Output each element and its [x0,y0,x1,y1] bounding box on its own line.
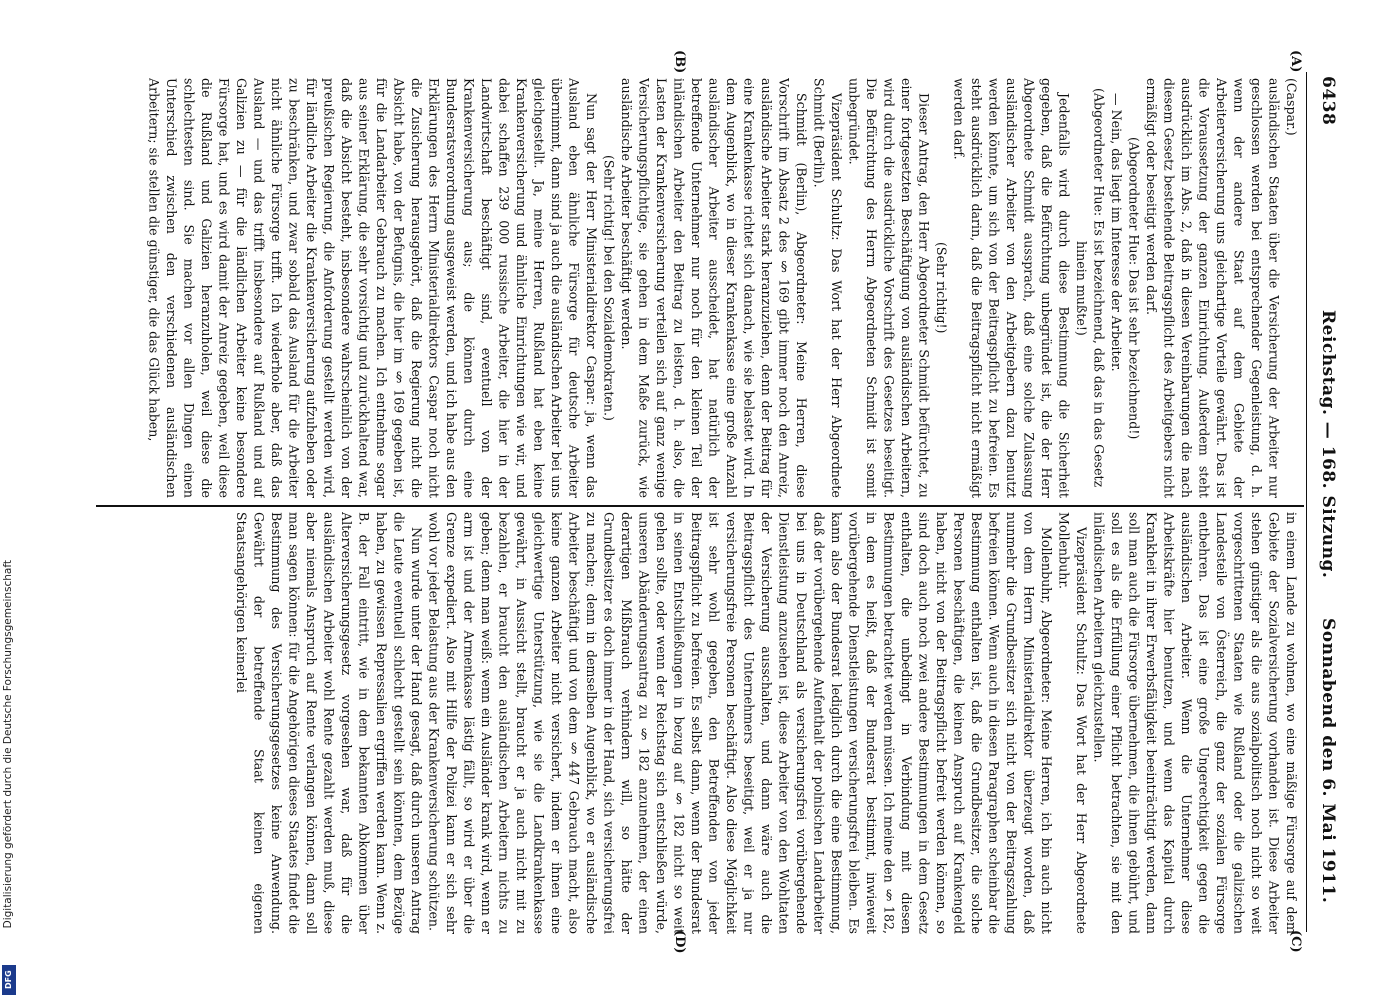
margin-marker-c: (C) [1288,930,1303,953]
margin-marker-d: (D) [672,930,687,954]
interjection: (Abgeordneter Hue: Es ist bezeichnend, daß das in das Gesetz hinein mußte!) [1074,88,1107,488]
speaker-tag: (Caspar.) [1284,78,1299,136]
paragraph: ausländischen Staaten über die Versicherung der Arbeiter nur geschlossen werden bei entsprechender Gegenleistung, d. h. wenn der andere Staat auf dem Gebiete der Arbeiterversicherung uns gleichartige Vorteile gewährt. Das ist die Voraussetzung der ganzen Einrichtung. Außerdem steht ausdrücklich im Abs. 2, daß in diesen Vereinbarungen die nach diesem Gesetz bestehende Beitragspflicht des Arbeitgebers nicht ermäßigt oder beseitigt werden darf. [1144,78,1282,498]
paragraph: in einem Lande zu wohnen, wo eine mäßige Fürsorge auf dem Gebiete der Sozialversicherung vorhanden ist. Diese Arbeiter stehen günstiger als die aus sozialpolitisch noch nicht so weit vorgeschrittenen Staaten wie Rußland oder die galizischen Landesteile von Österreich, die ganz der sozialen Fürsorge entbehren. Das ist eine große Ungerechtigkeit gegen die ausländischen Arbeiter. Wenn die Unternehmer diese Arbeitskräfte hier benutzen, und wenn das Kapital durch Krankheit in ihrer Erwerbsfähigkeit beeinträchtigt werden, dann soll man auch die Fürsorge übernehmen, die ihnen gebührt, und soll es als die Erfüllung einer Pflicht betrachten, sie mit den inländischen Arbeitern gleichzustellen. [1091,512,1299,934]
header-rule [1306,72,1307,932]
speaker-paragraph: Schmidt (Berlin), Abgeordneter: Meine Herren, diese Vorschrift im Absatz 2 des § 169 gibt immer noch den Anreiz, ausländische Arbeiter stark heranzuziehen, denn der Beitrag für eine Krankenkasse richtet sich danach, wie sie belastet wird. In dem Augenblick, wo in dieser Krankenkasse eine große Anzahl ausländischer Arbeiter ausscheidet, hat natürlich der betreffende Unternehmer nur noch für den kleinen Teil der inländischen Arbeiter den Beitrag zu leisten, d. h. also, die Lasten der Krankenversicherung verteilen sich auf ganz wenige Versicherungspflichtige, sie gehen in dem Maße zurück, wie ausländische Arbeiter beschäftigt werden. [619,78,809,498]
text-column-right [92,512,1300,934]
margin-marker-a: (A) [1288,50,1303,73]
column-divider [96,505,1304,507]
page-header-title: Reichstag. — 168. Sitzung. [1318,310,1338,579]
page-number: 6438 [1318,76,1338,126]
interjection: (Sehr richtig! bei den Sozialdemokraten.) [601,155,617,421]
margin-marker-b: (B) [672,50,687,74]
page-header-date: Sonnabend den 6. Mai 1911. [1318,618,1338,904]
interjection: (Sehr richtig!) [934,242,949,334]
paragraph: Jedenfalls wird durch diese Bestimmung die Sicherheit gegeben, daß die Befürchtung unbegründet ist, die der Herr Abgeordnete Schmidt aussprach, daß eine solche Zulassung ausländischer Arbeiter von den Arbeitgebern dazu benutzt werden könnte, um sich von der Beitragspflicht zu befreien. Es steht ausdrücklich darin, daß die Beitragspflicht nicht ermäßigt werden darf. [951,78,1072,498]
paragraph: Dieser Antrag, den Herr Abgeordneter Schmidt befürchtet, zu einer fortgesetzten Beschäftigung von ausländischen Arbeitern, wird durch die ausdrückliche Vorschrift des Gesetzes beseitigt. Die Befürchtung des Herrn Abgeordneten Schmidt ist somit unbegründet. [846,78,932,498]
digitization-credit: Digitalisierung gefördert durch die Deutsche Forschungsgemeinschaft [2,560,14,929]
paragraph: — Nein, das liegt im Interesse der Arbeiter. [1109,93,1124,372]
paragraph: Nun wurde unter der Hand gesagt, daß durch unseren Antrag die Leute eventuell schlecht gestellt sein könnten, dem Bezüge haben, zu gewissen Repressalien ergriffen werden kann. Wenn z. B. der Fall eintritt, wie in dem bekannten Abkommen über Alterversicherungsgesetz vorgesehen war, daß für die ausländischen Arbeiter wohl Rente gezahlt werden muß, diese aber niemals Anspruch auf Rente verlangen können, dann soll man sagen können: für die Angehörigen dieses Staates findet die Bestimmung des Versicherungsgesetzes keine Anwendung. Gewährt der betreffende Staat keinen eigenen Staatsangehörigen keinerlei [234,512,424,934]
speaker-paragraph: Vizepräsident Schultz: Das Wort hat der Herr Abgeordnete Schmidt (Berlin). [811,78,844,498]
speaker-paragraph: Mollenbuhr, Abgeordneter: Meine Herren, ich bin auch nicht von dem Herrn Ministerialdirektor überzeugt worden, daß nunmehr die Grundbesitzer sich nicht von der Beitragszahlung befreien können. Wenn auch in diesen Paragraphen scheinbar die Bestimmung enthalten ist, daß die Grundbesitzer, die solche Personen beschäftigen, die keinen Anspruch auf Krankengeld haben, nicht von der Beitragspflicht befreit werden können, so sind doch auch noch zwei andere Bestimmungen in dem Gesetz enthalten, die unbedingt in Verbindung mit diesen Bestimmungen betrachtet werden müssen. Ich meine den § 182, in dem es heißt, daß der Bundesrat bestimmt, inwieweit vorübergehende Dienstleistungen versicherungsfrei bleiben. Es kann also der Bundesrat lediglich durch die eine Bestimmung, daß der vorübergehende Aufenthalt der polnischen Landarbeiter bei uns in Deutschland als versicherungsfrei vorübergehende Dienstleistung anzusehen ist, diese Arbeiter von den Wohltaten der Versicherung ausschalten, und dann wäre auch die Beitragspflicht des Unternehmers beseitigt, weil er ja nur versicherungsfreie Personen beschäftigt. Also diese Möglichkeit ist sehr wohl gegeben, den Betreffenden von jeder Beitragspflicht zu befreien. Es selbst dann, wenn der Bundesrat in seinen Entschließungen in bezug auf § 182 nicht so weit gehen sollte, oder wenn der Reichstag sich entschließen würde, unseren Abänderungsantrag zu § 182 anzunehmen, der einen derartigen Mißbrauch verhindern will, so hätte der Grundbesitzer es doch immer in der Hand, sich versicherungsfrei zu machen; denn in demselben Augenblick, wo er ausländische Arbeiter beschäftigt und von dem § 447 Gebrauch macht, also keine ganzen Arbeiter nicht versichert, indem er ihnen eine gleichwertige Unterstützung, wie sie die Landkrankenkasse gewährt, in Aussicht stellt, braucht er ja auch nicht mit zu bezahlen, er braucht den ausländischen Arbeitern nichts zu geben; denn man weiß: wenn ein Ausländer krank wird, wenn er arm ist und der Armenkasse lästig fällt, so wird er über die Grenze expediert. Also mit Hilfe der Polizei kann er sich sehr wohl vor jeder Belastung aus der Krankenversicherung schützen. [426,512,1054,934]
interjection: (Abgeordneter Hue: Das ist sehr bezeichnend!) [1126,136,1142,440]
dfg-logo: DFG [2,965,16,995]
speaker-paragraph: Vizepräsident Schultz: Das Wort hat der Herr Abgeordnete Mollenbuhr. [1056,512,1089,934]
paragraph: Nun sagt der Herr Ministerialdirektor Caspar: ja, wenn das Ausland eben ähnliche Fürsorge für deutsche Arbeiter übernimmt, dann sind ja auch die ausländischen Arbeiter bei uns gleichgestellt. Ja, meine Herren, Rußland hat eben keine Krankenversicherung und ähnliche Einrichtungen wie wir, und dabei schaffen 239 000 russische Arbeiter, die hier in der Landwirtschaft beschäftigt sind, eventuell von der Krankenversicherung aus; die können durch eine Bundesratsverordnung ausgeweist werden, und ich habe aus den Erklärungen des Herrn Ministerialdirektors Caspar noch nicht die Zusicherung herausgehört, daß die Regierung nicht die Absicht habe, von der Befugnis, die hier im § 169 gegeben ist, für die Landarbeiter Gebrauch zu machen. Ich entnehme sogar aus seiner Erklärung, die sehr vorsichtig und zurückhaltend war, daß die Absicht besteht, insbesondere wahrscheinlich von der preußischen Regierung, die Anforderung gestellt werden wird, für ländliche Arbeiter die Krankenversicherung aufzuheben oder zu beschränken, und zwar sobald das Ausland für die Arbeiter nicht ähnliche Fürsorge trifft. Ich wiederhole aber, daß das Ausland — und das trifft insbesondere auf Rußland und auf Galizien zu — für die ländlichen Arbeiter keine besondere Fürsorge hat, und es wird damit der Anreiz gegeben, weil diese die Rußland und Galizien heranzuholen, weil diese die schlechtesten sind. Sie machen vor allen Dingen einen Unterschied zwischen den verschiedenen ausländischen Arbeitern; sie stellen die günstiger, die das Glück haben, [146,78,599,498]
text-column-left [92,78,1300,498]
